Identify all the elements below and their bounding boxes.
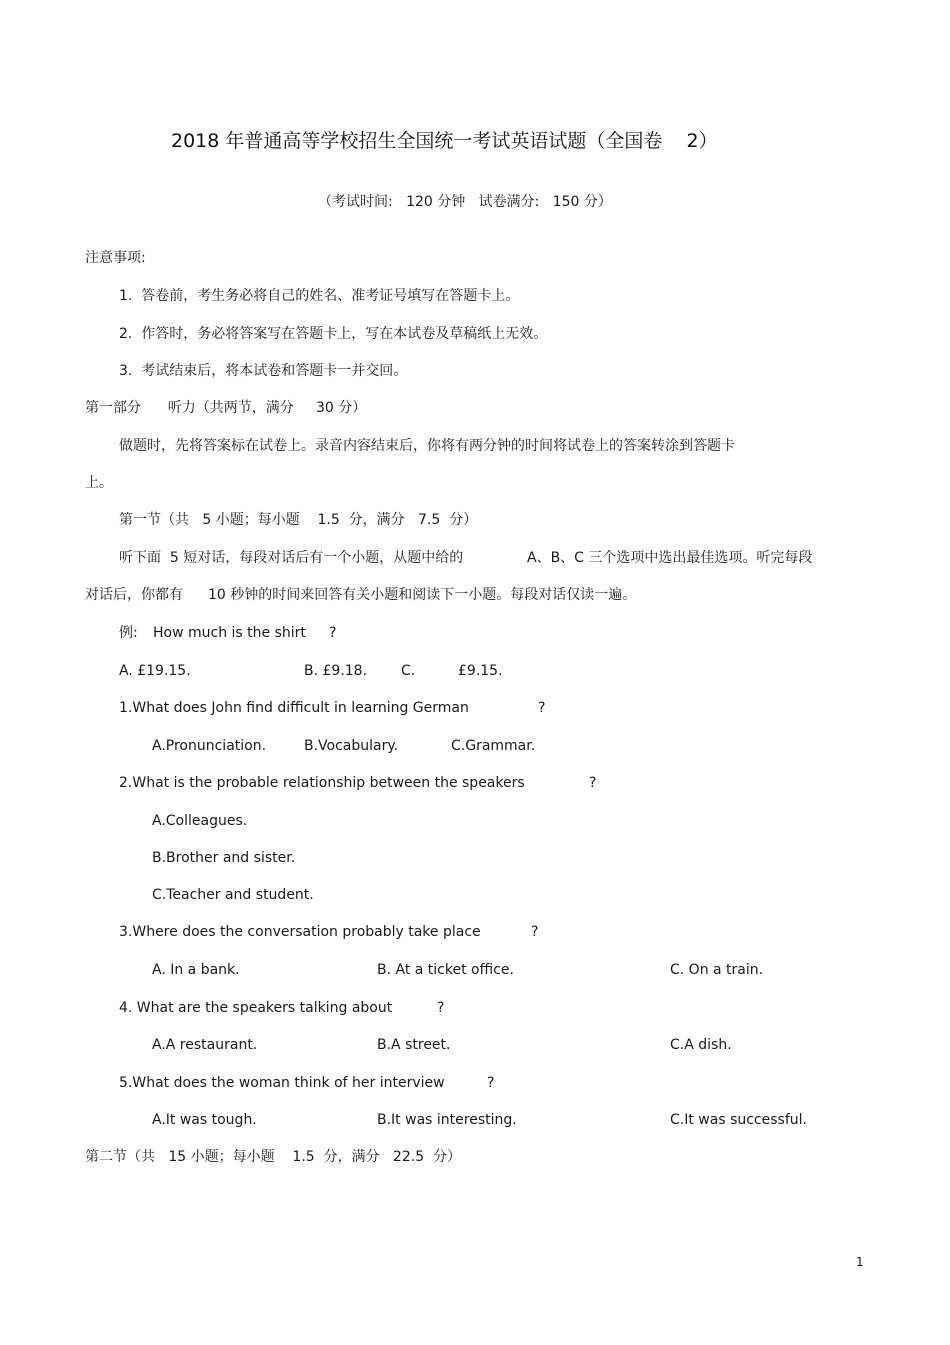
question-stem: 1.What does John find difficult in learning German [119,700,469,716]
notice-item: 2. 作答时，务必将答案写在答题卡上，写在本试卷及草稿纸上无效。 [119,326,548,342]
question-stem: 5.What does the woman think of her interview [119,1075,445,1091]
part1-instruction-line: 做题时，先将答案标在试卷上。录音内容结束后，你将有两分钟的时间将试卷上的答案转涂到答题卡 [119,438,735,454]
answer-option: C. On a train. [670,962,764,978]
question-mark: ? [437,1000,445,1016]
answer-option: B. At a ticket office. [377,962,514,978]
question-mark: ? [538,700,546,716]
exam-subtitle: （考试时间: 120 分钟 试卷满分: 150 分） [318,194,612,210]
question-stem: 4. What are the speakers talking about [119,1000,393,1016]
part1-heading: 第一部分 听力（共两节，满分 30 分） [85,400,367,416]
example-option: C. [401,663,416,679]
answer-option: C.Grammar. [451,738,536,754]
example-option: A. £19.15. [119,663,191,679]
example-option: £9.15. [458,663,503,679]
page-number: 1 [856,1255,864,1269]
section1-heading: 第一节（共 5 小题；每小题 1.5 分，满分 7.5 分） [119,512,478,528]
example-prefix: 例: [119,625,138,641]
question-stem: 3.Where does the conversation probably take place [119,924,481,940]
answer-option: A. In a bank. [152,962,240,978]
section1-instruction-part: A、B、C 三个选项中选出最佳选项。听完每段 [527,550,813,566]
answer-option: B.Vocabulary. [304,738,399,754]
section1-instruction-part: 10 秒钟的时间来回答有关小题和阅读下一小题。每段对话仅读一遍。 [208,587,637,603]
answer-option: A.A restaurant. [152,1037,258,1053]
notice-item: 1. 答卷前，考生务必将自己的姓名、准考证号填写在答题卡上。 [119,288,520,304]
example-question-mark: ? [329,625,337,641]
question-mark: ? [487,1075,495,1091]
question-mark: ? [589,775,597,791]
answer-option: B.A street. [377,1037,451,1053]
answer-option: A.It was tough. [152,1112,257,1128]
answer-option: C.A dish. [670,1037,732,1053]
notice-item: 3. 考试结束后，将本试卷和答题卡一并交回。 [119,363,408,379]
answer-option: C.It was successful. [670,1112,807,1128]
answer-option: C.Teacher and student. [152,887,314,903]
answer-option: B.It was interesting. [377,1112,517,1128]
example-option: B. £9.18. [304,663,368,679]
section1-instruction-part: 听下面 5 短对话，每段对话后有一个小题，从题中给的 [119,550,464,566]
question-stem: 2.What is the probable relationship between the speakers [119,775,525,791]
section2-heading: 第二节（共 15 小题；每小题 1.5 分，满分 22.5 分） [85,1149,462,1165]
answer-option: A.Pronunciation. [152,738,267,754]
question-mark: ? [531,924,539,940]
answer-option: A.Colleagues. [152,813,248,829]
part1-instruction-line: 上。 [85,475,113,491]
example-question: How much is the shirt [153,625,306,641]
answer-option: B.Brother and sister. [152,850,296,866]
notice-heading: 注意事项: [85,250,146,266]
exam-title: 2018 年普通高等学校招生全国统一考试英语试题（全国卷 2） [171,130,718,152]
section1-instruction-part: 对话后，你都有 [85,587,183,603]
